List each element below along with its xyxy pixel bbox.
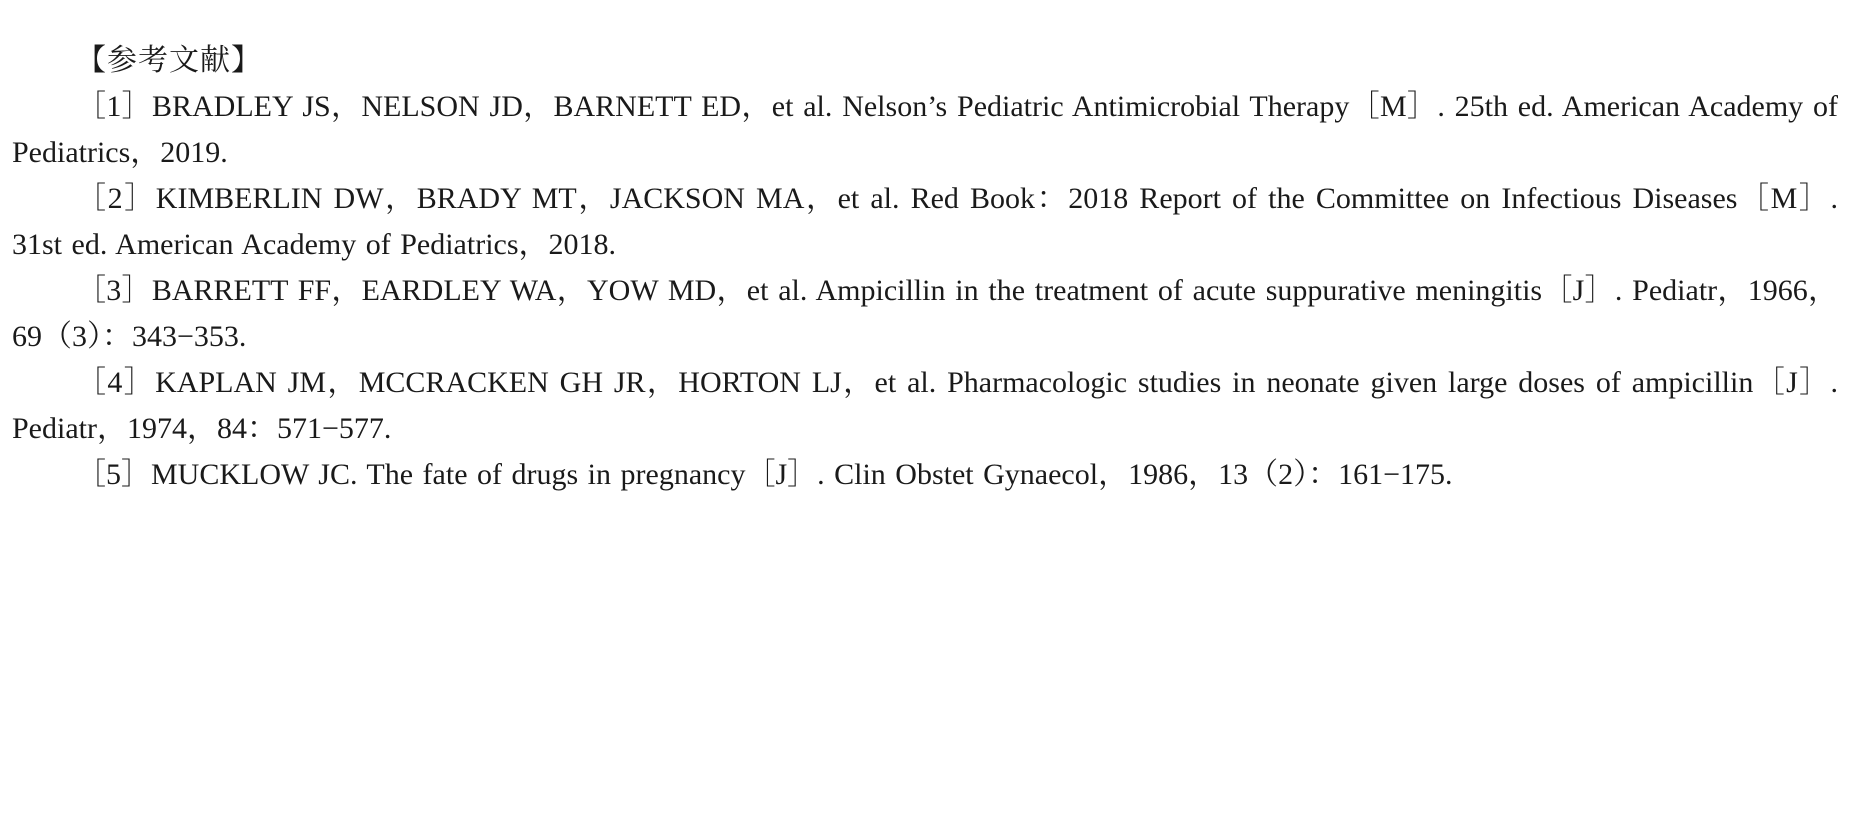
reference-item-1: ［1］BRADLEY JS，NELSON JD，BARNETT ED，et al. Nelson’s Pediatric Antimicrobial Therapy［M］. 25th ed. American Academy of Pediatrics，2019.: [12, 90, 1838, 169]
reference-item-3: ［3］BARRETT FF，EARDLEY WA，YOW MD，et al. Ampicillin in the treatment of acute suppurative meningitis［J］. Pediatr，1966，69（3）：343−353.: [12, 274, 1838, 353]
reference-list: [12, 84, 1838, 498]
section-heading: 【参考文献】: [76, 43, 262, 78]
reference-item-5: ［5］MUCKLOW JC. The fate of drugs in pregnancy［J］. Clin Obstet Gynaecol，1986，13（2）：161−175.: [76, 458, 1453, 491]
reference-item-4: ［4］KAPLAN JM，MCCRACKEN GH JR，HORTON LJ，et al. Pharmacologic studies in neonate given large doses of ampicillin［J］. Pediatr，1974，84：571−577.: [12, 366, 1838, 445]
references-section: [12, 38, 1838, 498]
reference-item-2: ［2］KIMBERLIN DW，BRADY MT，JACKSON MA，et al. Red Book：2018 Report of the Committee on Infectious Diseases［M］. 31st ed. American Academy of Pediatrics，2018.: [12, 182, 1838, 261]
